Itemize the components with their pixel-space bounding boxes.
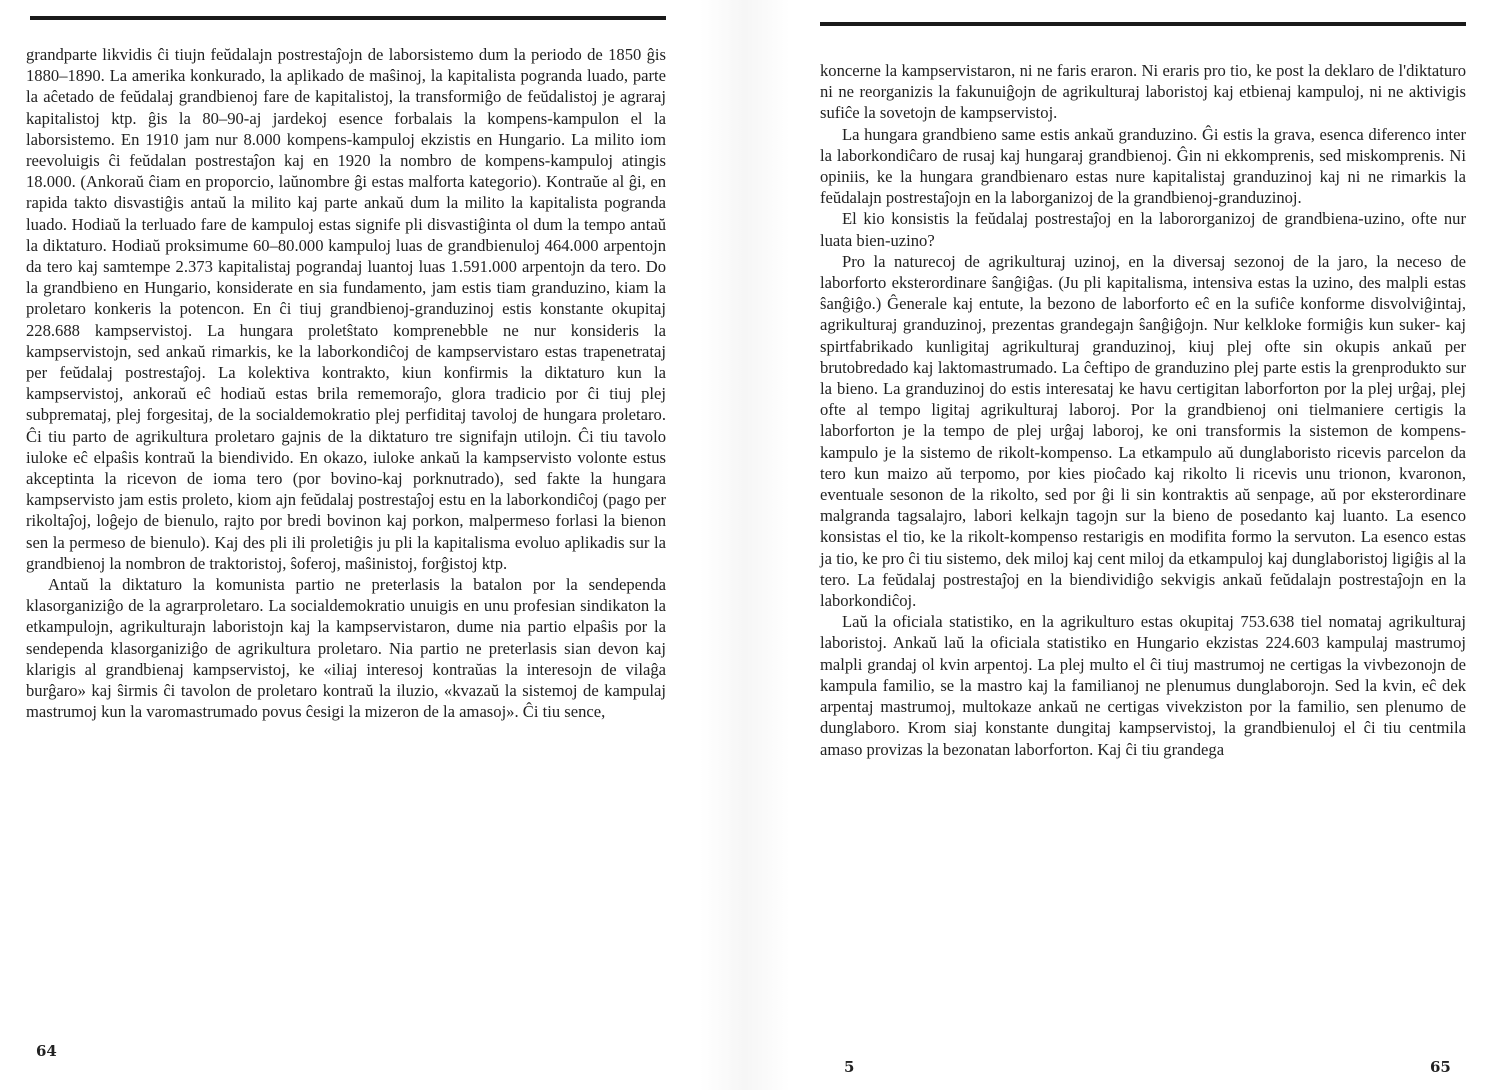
body-text <box>26 44 666 723</box>
right-page <box>790 0 1506 1090</box>
paragraph: Laŭ la oficiala statistiko, en la agrikulturo estas okupitaj 753.638 tiel nomataj agrikulturaj laboristoj. Ankaŭ laŭ la oficiala statistiko en Hungario ekzistas 224.603 kampulaj mastrumoj malpli grandaj ol kvin arpentoj. La plej multo el ĉi tiuj mastrumoj ne certigas la vivbezonojn de kampula familio, se la mastro kaj la familianoj ne plenumus dunglaborojn. Sed la kvin, eĉ dek arpentaj mastrumoj, multokaze ankaŭ ne certigas vivekziston por la familio, sen plenumo de dunglaboro. Krom siaj konstante dungitaj kampservistoj, la grandbienuloj el ĉi tiu centmila amaso provizas la bezonatan laborforton. Kaj ĉi tiu grandega <box>820 612 1466 759</box>
top-rule <box>30 16 666 20</box>
paragraph: Pro la naturecoj de agrikulturaj uzinoj, en la diversaj sezonoj de la jaro, la neceso de laborforto eksterordinare ŝanĝiĝas. (Ju pli kapitalisma, intensiva estas la uzino, des malpli estas ŝanĝiĝo.) Ĝenerale kaj entute, la bezono de laborforto eĉ en la sufiĉe konforme disvolviĝintaj, agrikulturaj granduzinoj, prezentas grandegajn ŝanĝiĝojn. Nur kelkloke formiĝis kun suker- kaj spirtfabrikado kunligitaj agrikulturaj granduzinoj, kiuj plej ofte sin okupis ankaŭ per brutobredado kaj laktomastrumado. La ĉeftipo de granduzino plej parte estis la grenprodukto sur la bieno. La granduzinoj do estis interesataj ke havu certigitan laborforton por la plej urĝaj, plej ofte al tempo ligitaj agrikulturaj laboroj. Por la grandbienoj oni tielmaniere certigis la laborforton je la tempo de plej urĝaj laboroj, ke oni transformis la sistemon de kompens-kampulo je la sistemo de rikolt-kompenso. La etkampulo aŭ dunglaboristo ricevis parcelon da tero kun maizo aŭ terpomo, por kies pioĉado kaj rikolto li ricevis unu trionon, kvaronon, eventuale sesonon de la rikolto, sed por ĝi li sin kontraktis aŭ senpage, aŭ por eksterordinare malgranda tagsalajro, labori kelkajn tagojn sur la bieno de posedanto kaj luanto. La esenco konsistas el tio, ke la rikolt-kompenso restarigis en modifita formo la servuton. La esenco estas ja tio, ke pro ĉi tiu sistemo, dek miloj kaj cent miloj da etkampuloj kaj dunglaboristoj ligiĝis al la tero. La feŭdalaj postrestaĵoj en la biendividiĝo sekvigis ankaŭ feŭdalajn postrestaĵojn en la laborkondiĉoj. <box>820 251 1466 611</box>
signature-mark: 5 <box>844 1058 855 1076</box>
top-rule <box>820 22 1466 26</box>
paragraph: El kio konsistis la feŭdalaj postrestaĵoj en la labororganizoj de grandbiena-uzino, ofte nur luata bien-uzino? <box>820 209 1466 250</box>
body-text <box>820 60 1466 760</box>
book-gutter <box>700 0 790 1090</box>
left-page <box>0 0 700 1090</box>
paragraph: koncerne la kampservistaron, ni ne faris eraron. Ni eraris pro tio, ke post la deklaro de l'diktaturo ni ne reorganizis la fakunuiĝojn de agrikulturaj laboristoj kaj etbienaj kampuloj, ni ne aktivigis sufiĉe la sovetojn de kampservistoj. <box>820 61 1466 123</box>
paragraph: La hungara grandbieno same estis ankaŭ granduzino. Ĝi estis la grava, esenca diferenco inter la laborkondiĉaro de rusaj kaj hungaraj grandbienoj. Ĝin ni ekkomprenis, sed miskomprenis. Ni opiniis, ke la hungara grandbienaro estas nure kapitalistaj granduzinoj kaj ni ne rimarkis la feŭdalajn postrestaĵojn en la laborganizoj de la grandbienoj-granduzinoj. <box>820 124 1466 208</box>
page-number: 64 <box>36 1042 57 1060</box>
page-number: 65 <box>1430 1058 1451 1076</box>
paragraph: Antaŭ la diktaturo la komunista partio ne preterlasis la batalon por la sendependa klasorganiziĝo de la agrarproletaro. La socialdemokratio unuigis en unu profesian sindikaton la etkampulojn, agrikulturajn laboristojn kaj la kampservistaron, dume nia partio elpaŝis por la sendependa klasorganiziĝo de agrikultura proletaro. Nia partio ne preterlasis sian devon kaj klarigis al grandbienaj kampservistoj, ke «iliaj interesoj kontraŭas la interesojn de vilaĝa burĝaro» kaj ŝirmis ĉi tavolon de proletaro kontraŭ la iluzio, «kvazaŭ la sistemoj de kampulaj mastrumoj kun la varomastrumado povus ĉesigi la mizeron de la amasoj». Ĉi tiu sence, <box>26 575 666 722</box>
paragraph: grandparte likvidis ĉi tiujn feŭdalajn postrestaĵojn de laborsistemo dum la periodo de 1850 ĝis 1880–1890. La amerika konkurado, la aplikado de maŝinoj, la kapitalista pogranda luado, parte la aĉetado de feŭdalaj grandbienoj fare de kapitalistoj, la transformiĝo de feŭdalistoj je agraraj kapitalistoj ktp. ĝis la 80–90-aj jardekoj esence forbalais la kompens-kampulon el la laborsistemo. En 1910 jam nur 8.000 kompens-kampuloj ekzistis en Hungario. La milito iom reevoluigis ĉi feŭdalan postrestaĵon kaj en 1920 la nombro de kompens-kampuloj atingis 18.000. (Ankoraŭ ĉiam en proporcio, laŭnombre ĝi estas malforta kategorio). Kontraŭe al ĝi, en rapida takto disvastiĝis antaŭ la milito kaj parte ankaŭ dum la milito la kapitalista pogranda luado. Hodiaŭ la terluado fare de kampuloj estas signife pli disvastiĝinta ol dum la tempo antaŭ la diktaturo. Hodiaŭ proksimume 60–80.000 kampuloj luas de grandbienuloj 464.000 arpentojn da tero kaj samtempe 2.373 kapitalistaj pograndaj luantoj luas 1.591.000 arpentojn da tero. Do la grandbieno en Hungario, konsiderate en sia fundamento, jam estis tiam granduzino, kiam la proletaro konkeris la potencon. En ĉi tiuj grandbienoj-granduzinoj estis konstante okupitaj 228.688 kampservistoj. La hungara proletŝtato komprenebble ne nur konsideris la kampservistojn, sed ankaŭ rimarkis, ke la laborkondiĉoj de kampservistaro estas trapenetrataj per feŭdalaj postrestaĵoj. La kolektiva kontrakto, kiun konfirmis la diktaturo kun la kampservistoj, ankoraŭ eĉ hodiaŭ estas brila rememoraĵo, glora tradicio por ĉi tiuj plej subpremataj, plej forgesitaj, de la socialdemokratio plej perfiditaj tavoloj de hungara proletaro. Ĉi tiu parto de agrikultura proletaro gajnis de la diktaturo tre signifajn utilojn. Ĉi tiu tavolo iuloke eĉ elpaŝis kontraŭ la biendivido. En okazo, iuloke ankaŭ la kampservisto volonte estus akceptinta la ricevon de ioma tero (por bovino-kaj porknutrado), sed fakte la hungara kampservisto jam estis proleto, kiom ajn feŭdalaj postrestaĵoj estu en la laborkondiĉoj (pago per rikoltaĵoj, loĝejo de bienulo, rajto por bredi bovinon kaj porkon, malpermeso forlasi la bienon sen la permeso de bienulo). Kaj des pli ili proletiĝis ju pli la kapitalisma evoluo aplikadis sur la grandbienoj la nombron de traktoristoj, ŝoferoj, maŝinistoj, forĝistoj ktp. <box>26 45 666 573</box>
